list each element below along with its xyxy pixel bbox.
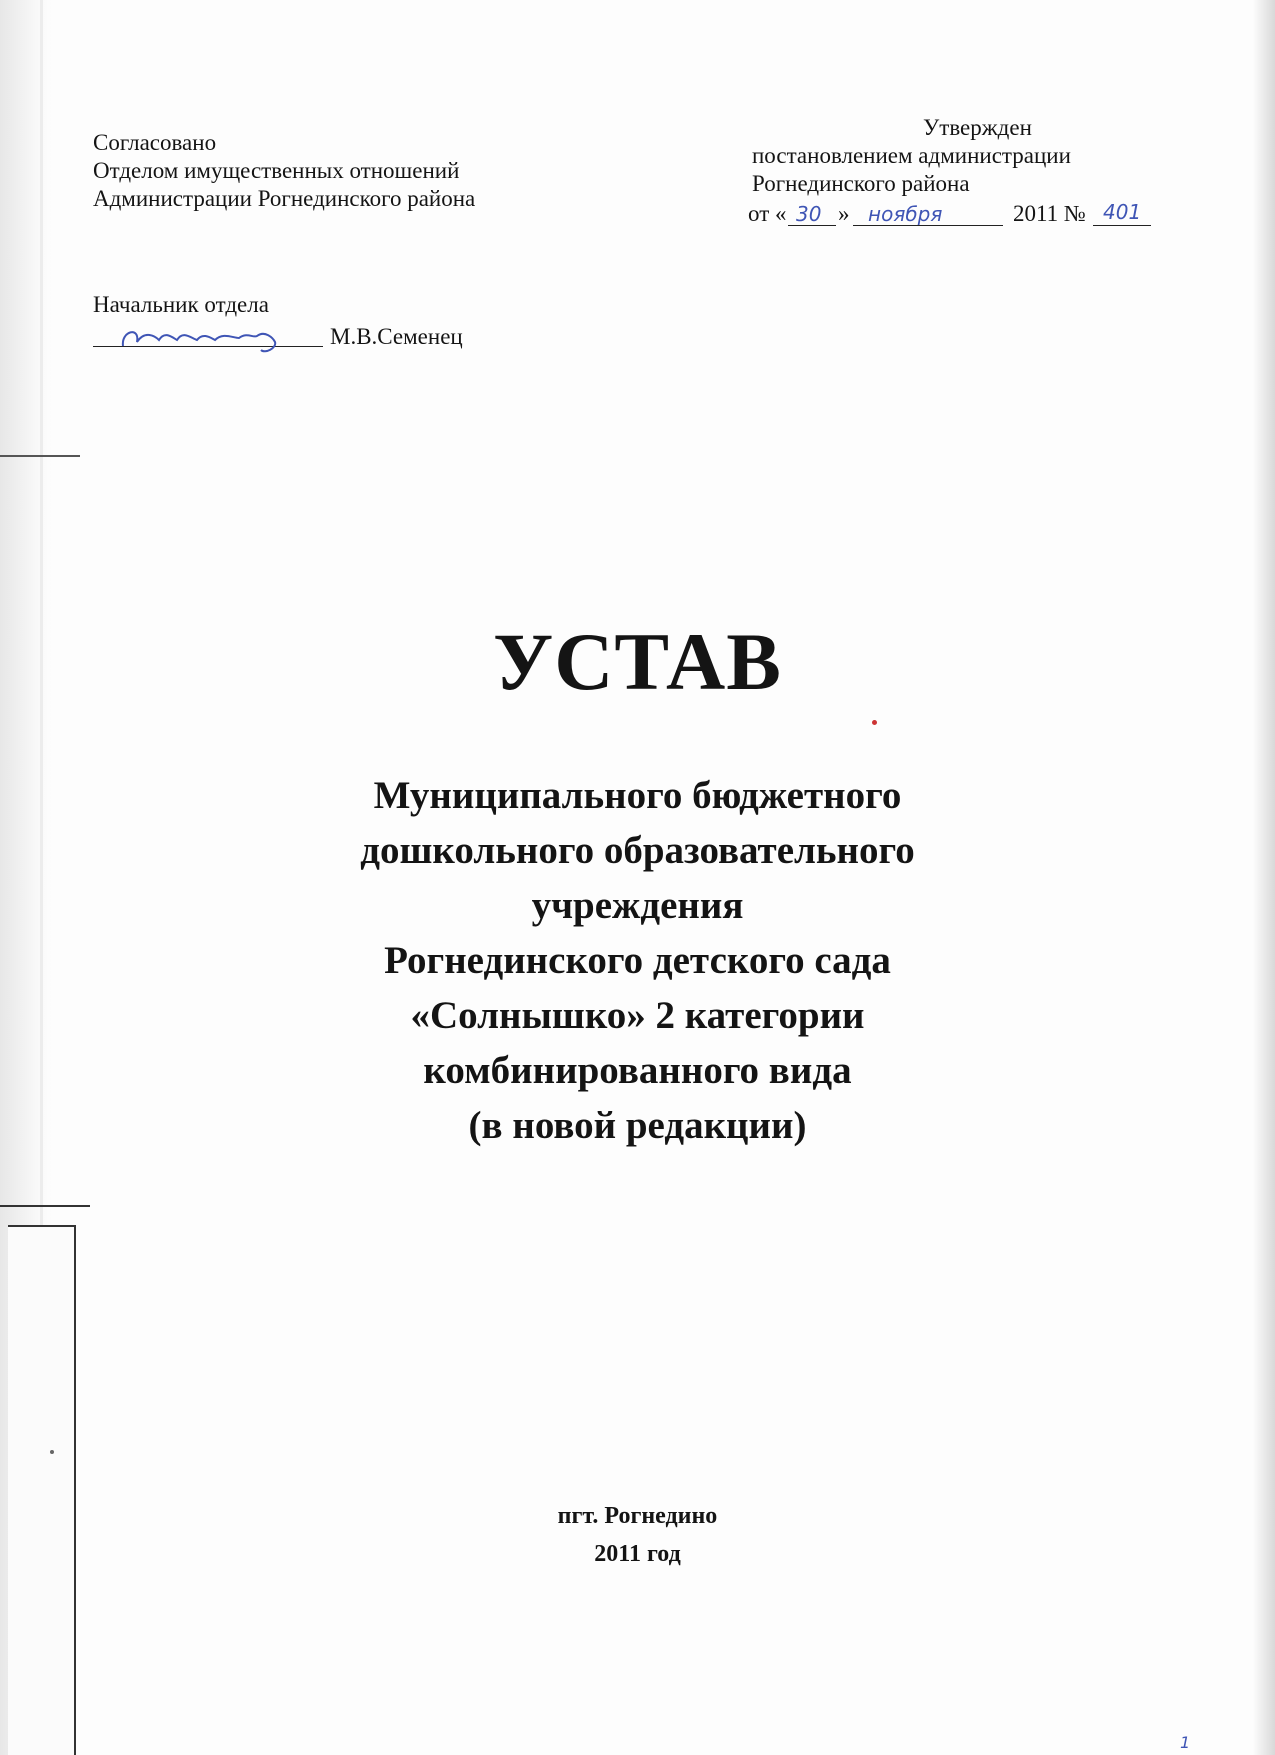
approval-label: Согласовано: [93, 130, 217, 155]
document-subtitle: [0, 768, 1275, 1153]
date-month-line: [853, 225, 1003, 226]
page-number: 1: [1180, 1733, 1191, 1752]
date-prefix: от «: [748, 201, 787, 226]
subtitle-line: дошкольного образовательного: [360, 829, 915, 872]
resolution-label: постановлением администрации: [752, 143, 1071, 168]
issue-year: 2011 год: [594, 1541, 681, 1567]
date-day-line: [788, 225, 836, 226]
subtitle-line: «Солнышко» 2 категории: [410, 994, 865, 1037]
scan-speck: [872, 720, 877, 725]
date-year: 2011 №: [1013, 201, 1086, 226]
signature-mark: [115, 316, 305, 356]
place-of-issue: пгт. Рогнедино: [557, 1503, 718, 1529]
binding-line: [0, 1205, 90, 1207]
subtitle-line: комбинированного вида: [423, 1049, 852, 1092]
date-day-handwritten: 30: [796, 202, 822, 226]
date-mid: »: [838, 201, 850, 226]
subtitle-line: Муниципального бюджетного: [373, 774, 902, 817]
binding-mark: [0, 455, 80, 457]
subtitle-line: учреждения: [531, 884, 744, 927]
subtitle-line: (в новой редакции): [468, 1104, 807, 1147]
doc-number-line: [1093, 225, 1151, 226]
document-footer: [0, 1497, 1275, 1573]
official-name: М.В.Семенец: [330, 324, 463, 349]
scan-speck: [50, 1450, 54, 1454]
department-name: Отделом имущественных отношений: [93, 158, 460, 183]
binding-frame: [8, 1225, 76, 1755]
administration-name: Администрации Рогнединского района: [93, 186, 476, 211]
district-name: Рогнединского района: [752, 171, 970, 196]
date-month-handwritten: ноября: [868, 202, 943, 226]
position-title: Начальник отдела: [93, 292, 269, 317]
document-title: УСТАВ: [493, 616, 782, 707]
doc-number-handwritten: 401: [1103, 200, 1142, 224]
subtitle-line: Рогнединского детского сада: [384, 939, 891, 982]
approved-label: Утвержден: [923, 115, 1032, 140]
